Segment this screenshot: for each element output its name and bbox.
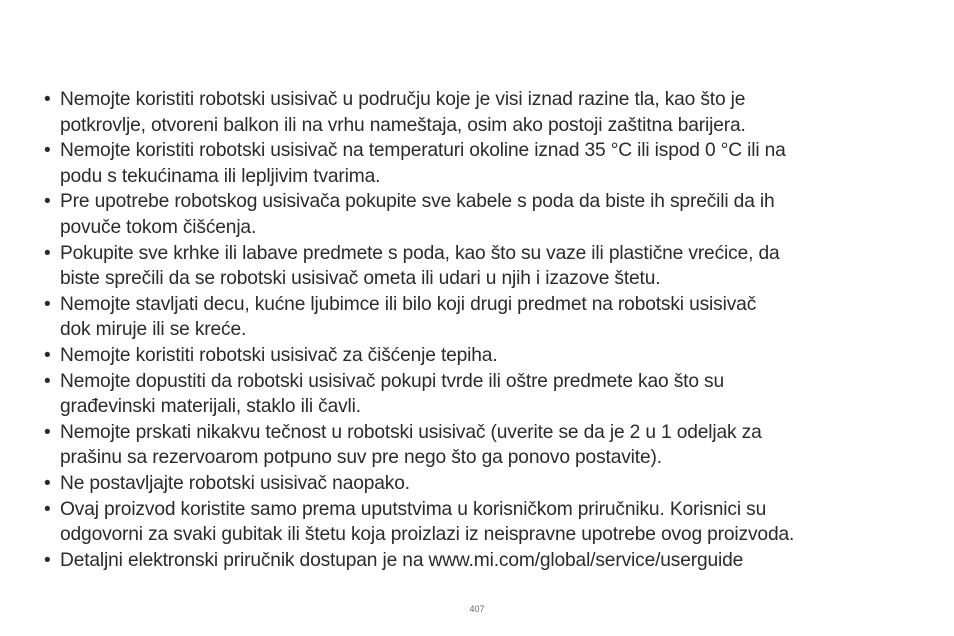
instruction-text-line: povuče tokom čišćenja. bbox=[60, 216, 257, 238]
instruction-text-line: podu s tekućinama ili lepljivim tvarima. bbox=[60, 165, 381, 187]
instruction-text-line: Nemojte koristiti robotski usisivač za čišćenje tepiha. bbox=[60, 344, 498, 366]
instruction-text-line: biste sprečili da se robotski usisivač ometa ili udari u njih i izazove štetu. bbox=[60, 268, 661, 290]
instruction-text-line: Nemojte koristiti robotski usisivač u području koje je visi iznad razine tla, kao što je bbox=[60, 89, 746, 110]
bullet-icon: • bbox=[44, 549, 51, 571]
bullet-icon: • bbox=[44, 293, 51, 315]
instruction-text-line: građevinski materijali, staklo ili čavli. bbox=[60, 396, 361, 418]
instruction-text-line: dok miruje ili se kreće. bbox=[60, 319, 247, 341]
instruction-text-line: Ne postavljajte robotski usisivač naopako. bbox=[60, 472, 410, 494]
safety-instruction-item bbox=[44, 497, 934, 548]
bullet-icon: • bbox=[44, 421, 51, 443]
safety-instruction-item bbox=[44, 420, 934, 471]
bullet-icon: • bbox=[44, 140, 51, 162]
instruction-text-line: Nemojte stavljati decu, kućne ljubimce ili bilo koji drugi predmet na robotski usisivač bbox=[60, 293, 757, 315]
bullet-icon: • bbox=[44, 89, 51, 110]
safety-instruction-item bbox=[44, 369, 934, 420]
safety-instruction-item bbox=[44, 471, 934, 497]
instruction-text-line: Nemojte dopustiti da robotski usisivač pokupi tvrde ili oštre predmete kao što su bbox=[60, 370, 725, 392]
safety-instructions-list bbox=[44, 87, 934, 573]
instruction-text-line: Detaljni elektronski priručnik dostupan je na www.mi.com/global/service/userguide bbox=[60, 549, 744, 571]
instruction-text-line: Pokupite sve krhke ili labave predmete s poda, kao što su vaze ili plastične vrećice, da bbox=[60, 242, 780, 264]
page-number: 407 bbox=[469, 604, 485, 614]
safety-instruction-item bbox=[44, 292, 934, 343]
instruction-text-line: Ovaj proizvod koristite samo prema uputstvima u korisničkom priručniku. Korisnici su bbox=[60, 498, 767, 520]
bullet-icon: • bbox=[44, 191, 51, 213]
safety-instruction-item bbox=[44, 343, 934, 369]
bullet-icon: • bbox=[44, 242, 51, 264]
bullet-icon: • bbox=[44, 344, 51, 366]
bullet-icon: • bbox=[44, 370, 51, 392]
instruction-text-line: Nemojte koristiti robotski usisivač na temperaturi okoline iznad 35 °C ili ispod 0 °C ili na bbox=[60, 140, 786, 162]
instruction-text-line: potkrovlje, otvoreni balkon ili na vrhu nameštaja, osim ako postoji zaštitna barijera. bbox=[60, 114, 746, 136]
instruction-text-line: Pre upotrebe robotskog usisivača pokupite sve kabele s poda da biste ih sprečili da ih bbox=[60, 191, 775, 213]
safety-instruction-item bbox=[44, 87, 934, 138]
bullet-icon: • bbox=[44, 472, 51, 494]
bullet-icon: • bbox=[44, 498, 51, 520]
instruction-text-line: prašinu sa rezervoarom potpuno suv pre nego što ga ponovo postavite). bbox=[60, 447, 662, 469]
safety-instruction-item bbox=[44, 138, 934, 189]
safety-instruction-item bbox=[44, 241, 934, 292]
instruction-text-line: odgovorni za svaki gubitak ili štetu koja proizlazi iz neispravne upotrebe ovog proizvoda. bbox=[60, 524, 795, 546]
safety-instruction-item bbox=[44, 189, 934, 240]
instruction-text-line: Nemojte prskati nikakvu tečnost u robotski usisivač (uverite se da je 2 u 1 odeljak za bbox=[60, 421, 762, 443]
safety-instruction-item bbox=[44, 548, 934, 574]
